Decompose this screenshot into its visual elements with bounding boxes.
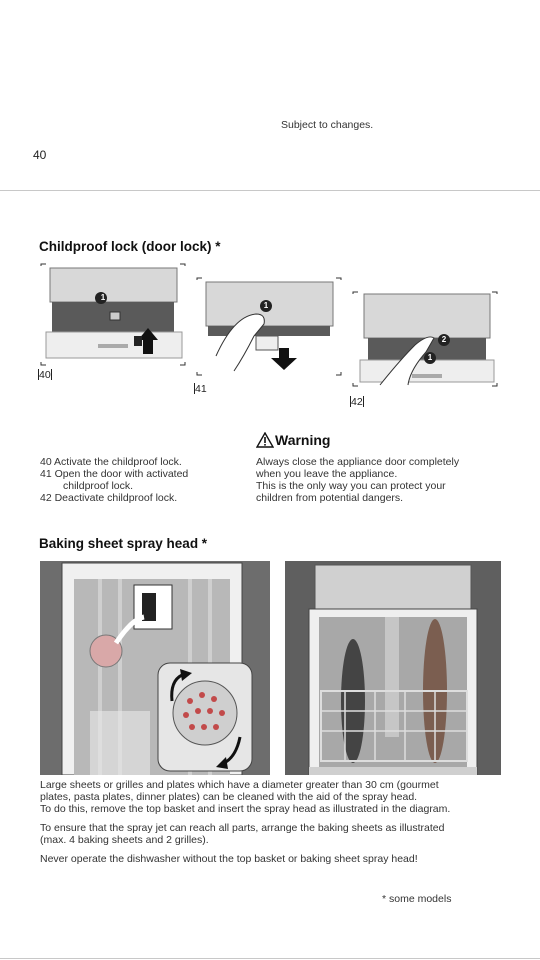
step-41-cont: childproof lock. [63, 480, 134, 492]
warning-triangle-icon [256, 432, 274, 448]
figure-41-label: 41 [195, 383, 207, 395]
step-42: 42 Deactivate childproof lock. [40, 492, 178, 504]
figure-42-badge-1: 1 [427, 353, 433, 362]
step-41: 41 Open the door with activated [40, 468, 189, 480]
baking-paragraph-3: Never operate the dishwasher without the top basket or baking sheet spray head! [40, 853, 418, 865]
warning-title: Warning [275, 432, 331, 448]
bottom-divider [0, 958, 540, 959]
figure-41-badge: 1 [263, 301, 269, 310]
page-number: 40 [33, 148, 47, 162]
childproof-heading: Childproof lock (door lock) * [39, 239, 221, 254]
figure-42-badge-2: 2 [441, 335, 447, 344]
baking-paragraph-2: To ensure that the spray jet can reach all parts, arrange the baking sheets as illustrated (max. 4 baking sheets and 2 grilles). [40, 822, 445, 846]
figure-40-badge: 1 [100, 293, 106, 302]
baking-paragraph-1: Large sheets or grilles and plates which have a diameter greater than 30 cm (gourmet plates, pasta plates, dinner plates) can be cleaned with the aid of the spray head. To do this, remove the top basket and insert the spray head as illustrated in the diagram. [40, 779, 451, 815]
figure-40-label: 40 [39, 369, 51, 381]
baking-sheets-arranged-photo [285, 561, 501, 775]
footnote: * some models [382, 893, 452, 905]
baking-heading: Baking sheet spray head * [39, 536, 208, 551]
figure-42-illustration [350, 290, 500, 388]
warning-text: Always close the appliance door completely when you leave the appliance. This is the only way you can protect your children from potential dangers. [256, 456, 460, 504]
section-divider [0, 190, 540, 191]
subject-note: Subject to changes. [281, 119, 374, 131]
figure-42-label: 42 [351, 396, 363, 408]
figure-41-illustration [194, 276, 344, 376]
figure-40-illustration [38, 262, 188, 367]
step-40: 40 Activate the childproof lock. [40, 456, 182, 468]
spray-head-insertion-photo [40, 561, 270, 775]
childproof-steps [40, 456, 188, 504]
